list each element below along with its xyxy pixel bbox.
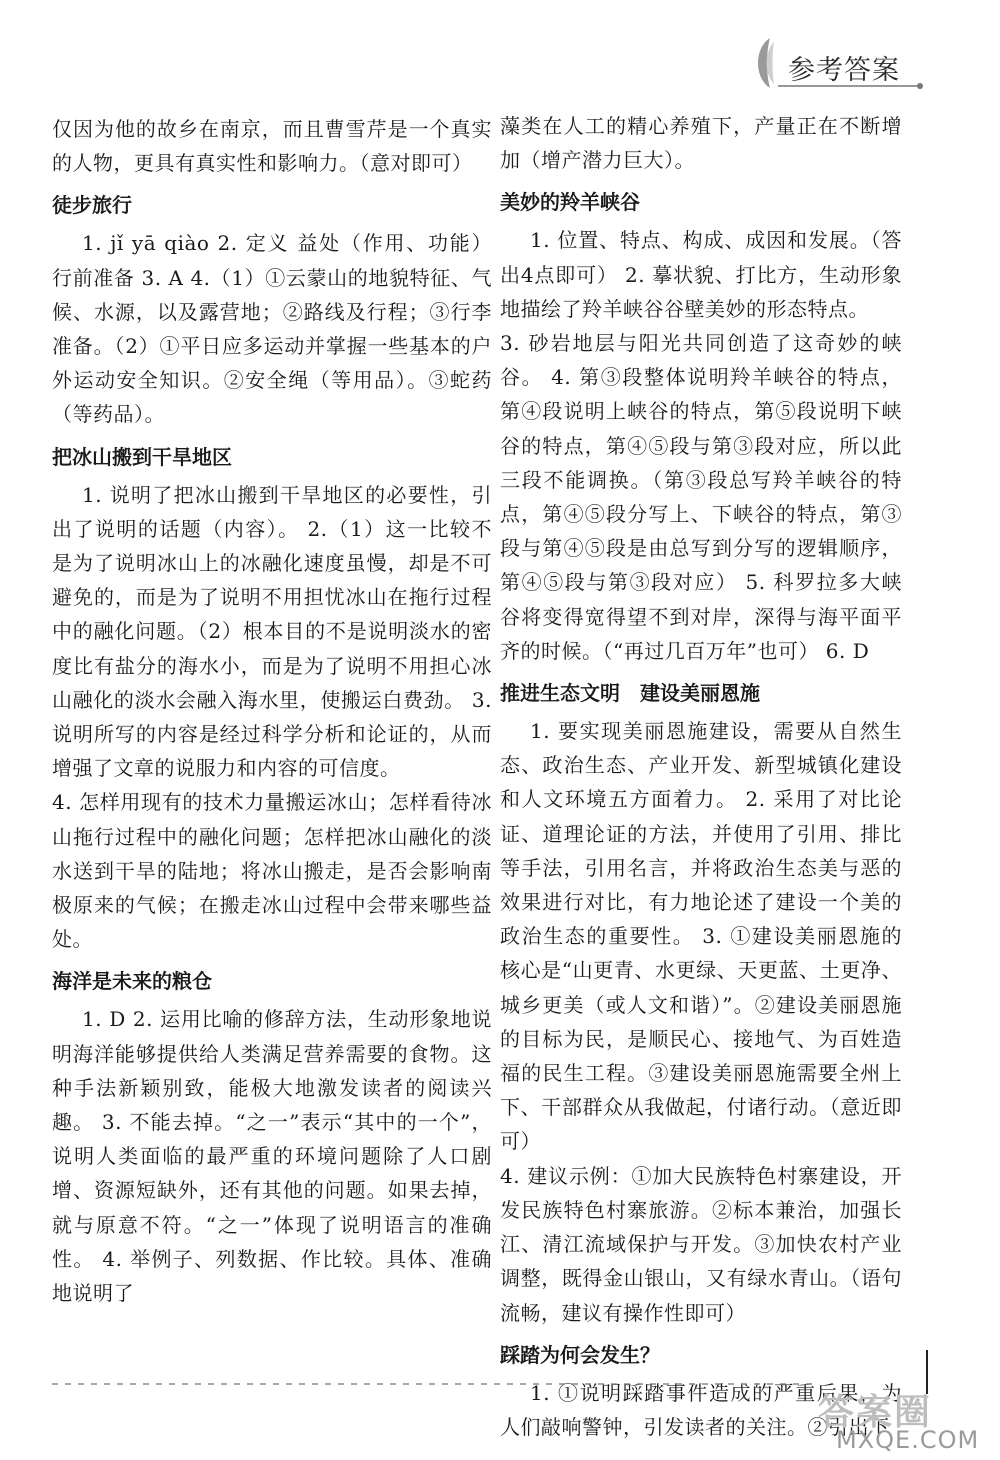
section-heading: 踩踏为何会发生？ [500, 1342, 660, 1367]
paragraph: 1. 要实现美丽恩施建设，需要从自然生态、政治生态、产业开发、新型城镇化建设和人文环境五方面着力。 2. 采用了对比论证、道理论证的方法，并使用了引用、排比等手法，引用名言，并将政治生态美与恶的效果进行对比，有力地论述了建设一个美的政治生态的重要性。 3. ①建设美丽恩施的核心是“山更青、水更绿、天更蓝、土更净、城乡更美（或人文和谐）”。②建设美丽恩施的目标为民，是顺民心、接地气、为百姓造福的民生工程。③建设美丽恩施需要全州上下、干部群众从我做起，付诸行动。（意近即可） [500, 719, 902, 1154]
paragraph: 1. 位置、特点、构成、成因和发展。（答出4点即可） 2. 摹状貌、打比方，生动形象地描绘了羚羊峡谷谷壁美妙的形态特点。 [500, 228, 902, 321]
paragraph: 1. jǐ yā qiào 2. 定义 益处（作用、功能） 行前准备 3. A 4.（1）①云蒙山的地貌特征、气候、水源，以及露营地；②路线及行程；③行李准备。（2）①平日应多运动并掌握一些基本的户外运动安全知识。②安全绳（等用品）。③蛇药（等药品）。 [52, 231, 492, 427]
paragraph: 3. 砂岩地层与阳光共同创造了这奇妙的峡谷。 4. 第③段整体说明羚羊峡谷的特点，第④段说明上峡谷的特点，第⑤段说明下峡谷的特点，第④⑤段与第③段对应，所以此三段不能调换。（第③段总写羚羊峡谷的特点，第④⑤段分写上、下峡谷的特点，第③段与第④⑤段是由总写到分写的逻辑顺序，第④⑤段与第③段对应） 5. 科罗拉多大峡谷将变得宽得望不到对岸，深得与海平面平齐的时候。（“再过几百万年”也可） 6. D [500, 331, 902, 663]
section-heading: 徒步旅行 [52, 193, 132, 218]
paragraph: 1. 说明了把冰山搬到干旱地区的必要性，引出了说明的话题（内容）。 2.（1）这一比较不是为了说明冰山上的冰融化速度虽慢，却是不可避免的，而是为了说明不用担忧冰山在拖行过程中的融化问题。（2）根本目的不是说明淡水的密度比有盐分的海水小，而是为了说明不用担心冰山融化的淡水会融入海水里，使搬运白费劲。 3. 说明所写的内容是经过科学分析和论证的，从而增强了文章的说服力和内容的可信度。 [52, 482, 492, 781]
paragraph: 1. ①说明踩踏事件造成的严重后果，为人们敲响警钟，引发读者的关注。②引出下 [500, 1380, 902, 1439]
watermark-url: MXQE.COM [836, 1426, 980, 1454]
watermark [818, 1384, 996, 1460]
paragraph: 仅因为他的故乡在南京，而且曹雪芹是一个真实的人物，更具有真实性和影响力。（意对即可） [52, 117, 492, 176]
paragraph: 4. 怎样用现有的技术力量搬运冰山；怎样看待冰山拖行过程中的融化问题；怎样把冰山融化的淡水送到干旱的陆地；将冰山搬走，是否会影响南极原来的气候；在搬走冰山过程中会带来哪些益处。 [52, 790, 492, 952]
paragraph: 1. D 2. 运用比喻的修辞方法，生动形象地说明海洋能够提供给人类满足营养需要的食物。这种手法新颖别致，能极大地激发读者的阅读兴趣。 3. 不能去掉。“之一”表示“其中的一个”，说明人类面临的最严重的环境问题除了人口剧增、资源短缺外，还有其他的问题。如果去掉，就与原意不符。“之一”体现了说明语言的准确性。 4. 举例子、列数据、作比较。具体、准确地说明了 [52, 1007, 492, 1306]
section-header-tab [748, 34, 924, 92]
section-heading: 把冰山搬到干旱地区 [52, 444, 232, 469]
section-heading: 海洋是未来的粮仓 [52, 969, 212, 994]
paragraph: 藻类在人工的精心养殖下，产量正在不断增加（增产潜力巨大）。 [500, 114, 902, 173]
section-heading: 美妙的羚羊峡谷 [500, 190, 640, 215]
watermark-title: 答案圈 [818, 1392, 933, 1433]
page-title: 参考答案 [788, 55, 900, 86]
left-column [52, 112, 492, 1310]
footer-divider [52, 1383, 812, 1385]
right-column [500, 109, 902, 1444]
paragraph: 4. 建议示例：①加大民族特色村寨建设，开发民族特色村寨旅游。②标本兼治，加强长江、清江流域保护与开发。③加快农村产业调整，既得金山银山，又有绿水青山。（语句流畅，建议有操作性即可） [500, 1163, 902, 1325]
section-heading: 推进生态文明 建设美丽恩施 [500, 681, 760, 706]
